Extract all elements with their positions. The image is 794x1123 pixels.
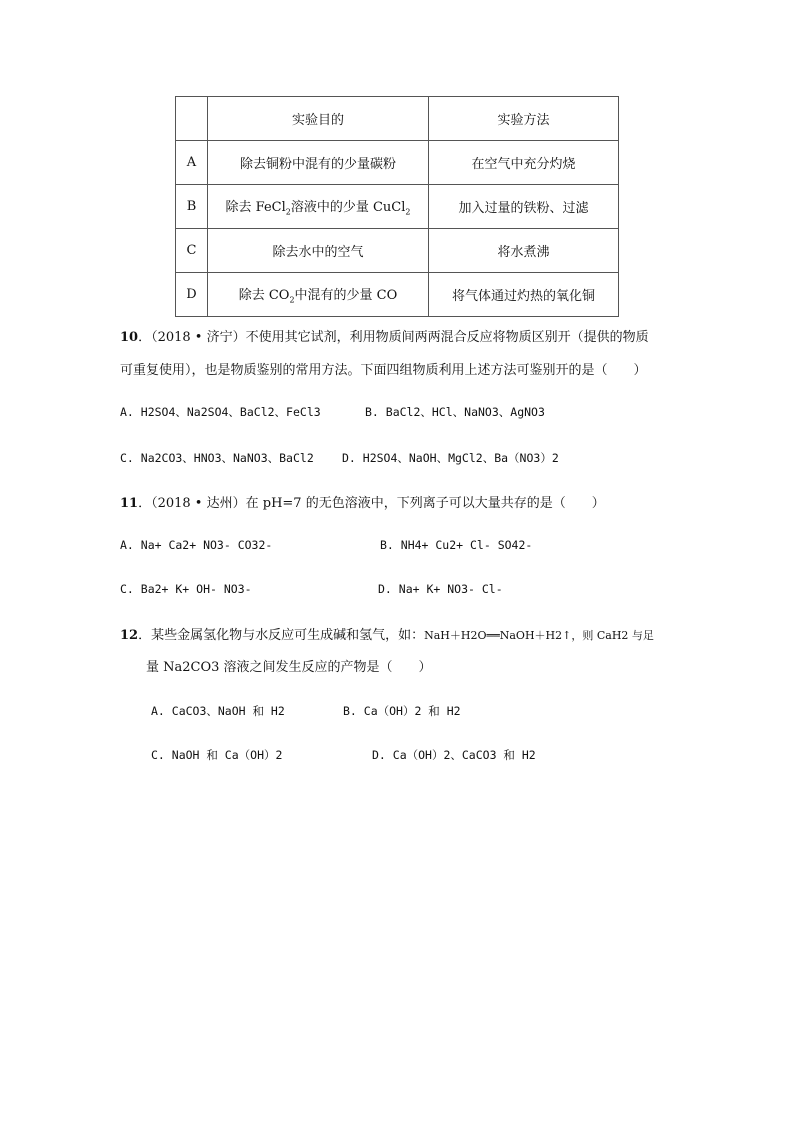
q10-option-c: C. Na2CO3、HNO3、NaNO3、BaCl2	[120, 451, 314, 465]
table-header-row	[176, 97, 619, 141]
header-method-cell: 实验方法	[429, 97, 619, 141]
table-row	[176, 229, 619, 273]
q12-option-a: A. CaCO3、NaOH 和 H2	[151, 704, 285, 718]
question-12-line-2: 量 Na2CO3 溶液之间发生反应的产物是（ ）	[146, 660, 432, 675]
q11-option-a: A. Na+ Ca2+ NO3- CO32-	[120, 538, 273, 552]
row-label: B	[176, 185, 208, 229]
row-goal: 除去铜粉中混有的少量碳粉	[208, 141, 429, 185]
table-row	[176, 141, 619, 185]
question-10-line-2: 可重复使用），也是物质鉴别的常用方法。下面四组物质利用上述方法可鉴别开的是（ ）	[120, 363, 647, 378]
question-text: 在 pH=7 的无色溶液中，下列离子可以大量共存的是（ ）	[245, 496, 605, 511]
q12-option-c: C. NaOH 和 Ca（OH）2	[151, 748, 283, 762]
question-source: ．（2018 • 达州）	[138, 496, 246, 511]
question-number: 10	[120, 330, 139, 345]
row-label: D	[176, 273, 208, 317]
question-equation: NaH＋H2O══NaOH＋H2↑，则 CaH2 与足	[424, 629, 654, 642]
question-number: 11	[120, 496, 139, 511]
row-method: 加入过量的铁粉、过滤	[429, 185, 619, 229]
q11-option-d: D. Na+ K+ NO3- Cl-	[378, 582, 503, 596]
question-text: 不使用其它试剂，利用物质间两两混合反应将物质区别开（提供的物质	[245, 330, 649, 345]
table-row	[176, 273, 619, 317]
header-goal-cell: 实验目的	[208, 97, 429, 141]
header-label-cell	[176, 97, 208, 141]
q12-option-d: D. Ca（OH）2、CaCO3 和 H2	[372, 748, 536, 762]
question-number: 12	[120, 628, 139, 643]
q10-option-a: A. H2SO4、Na2SO4、BaCl2、FeCl3	[120, 405, 321, 419]
experiment-table	[175, 96, 619, 317]
row-goal: 除去水中的空气	[208, 229, 429, 273]
q10-option-d: D. H2SO4、NaOH、MgCl2、Ba（NO3）2	[342, 451, 559, 465]
row-method: 在空气中充分灼烧	[429, 141, 619, 185]
q10-option-b: B. BaCl2、HCl、NaNO3、AgNO3	[365, 405, 545, 419]
question-10-line-1	[120, 326, 649, 345]
row-method: 将气体通过灼热的氧化铜	[429, 273, 619, 317]
row-goal: 除去 $CO_2$中混有的少量 CO	[208, 273, 429, 317]
row-label: A	[176, 141, 208, 185]
question-12-line-1	[120, 624, 654, 643]
table-row	[176, 185, 619, 229]
row-label: C	[176, 229, 208, 273]
q11-option-b: B. NH4+ Cu2+ Cl- SO42-	[380, 538, 533, 552]
question-source: ．（2018 • 济宁）	[138, 330, 246, 345]
row-method: 将水煮沸	[429, 229, 619, 273]
question-11-line-1	[120, 492, 605, 511]
q11-option-c: C. Ba2+ K+ OH- NO3-	[120, 582, 252, 596]
question-text: ．某些金属氢化物与水反应可生成碱和氢气，如：	[138, 628, 425, 643]
row-goal: 除去 FeCl$_2$溶液中的少量 CuCl$_2$	[208, 185, 429, 229]
q12-option-b: B. Ca（OH）2 和 H2	[343, 704, 461, 718]
